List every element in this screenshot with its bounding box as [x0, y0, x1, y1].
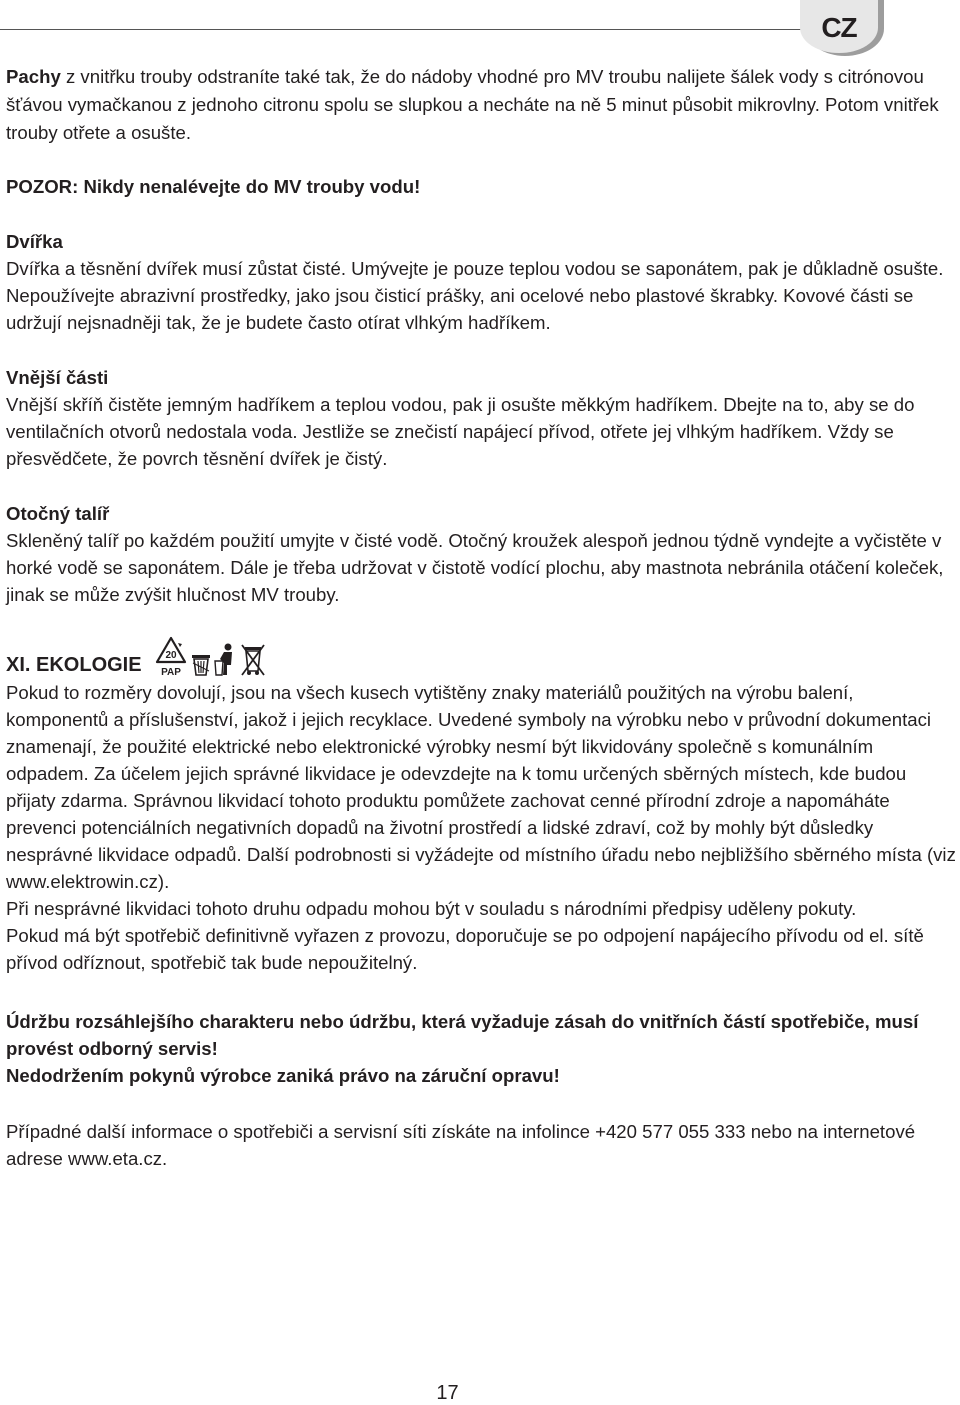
language-code: CZ — [821, 12, 857, 43]
warning-text: POZOR: Nikdy nenalévejte do MV trouby vodu! — [6, 176, 421, 197]
spacer — [6, 1089, 956, 1116]
service-warning: Údržbu rozsáhlejšího charakteru nebo údržbu, která vyžaduje zásah do vnitřních částí spotřebiče, musí provést odborný servis! — [6, 1011, 919, 1059]
waste-bin-icon — [190, 651, 212, 677]
exterior-text: Vnější skříň čistěte jemným hadříkem a teplou vodou, pak ji osušte měkkým hadříkem. Dbejte na to, aby se do ventilačních otvorů nedostala voda. Jestliže se znečistí napájecí přívod, otřete jej vlhkým hadříkem. Vždy se přesvědčete, že povrch těsnění dvířek je čistý. — [6, 394, 915, 469]
recycle-number: 20 — [165, 650, 177, 661]
exterior-section — [6, 364, 956, 472]
page-number: 17 — [436, 1382, 459, 1404]
turntable-text: Skleněný talíř po každém použití umyjte v čisté vodě. Otočný kroužek alespoň jednou týdně vyndejte a vyčistěte v horké vodě se saponátem. Dále je třeba udržovat v čistotě vodící plochu, aby mastnota nebránila otáčení koleček, jinak se může zvýšit hlučnost MV trouby. — [6, 530, 944, 605]
odor-lead: Pachy — [6, 66, 61, 87]
odor-text: z vnitřku trouby odstraníte také tak, že do nádoby vhodné pro MV troubu nalijete šálek vody s citrónovou šťávou vymačkanou z jednoho citronu spolu se slupkou a necháte na ně 5 minut působit mikrovlny. Potom vnitřek trouby otřete a osušte. — [6, 66, 939, 143]
ecology-heading: XI. EKOLOGIE — [6, 654, 142, 676]
ecology-paragraph-1: Pokud to rozměry dovolují, jsou na všech kusech vytištěny znaky materiálů použitých na výrobu balení, komponentů a příslušenství, jakož i jejich recyklace. Uvedené symboly na výrobku nebo v průvodní dokumentaci znamenají, že použité elektrické nebo elektronické výrobky nesmí být likvidovány společně s komunálním odpadem. Za účelem jejich správné likvidace je odevzdejte na k tomu určených sběrných místech, kde budou přijaty zdarma. Správnou likvidací tohoto produktu pomůžete zachovat cenné přírodní zdroje a napomáháte prevenci potenciálních negativních dopadů na životní prostředí a lidské zdraví, což by mohly být důsledky nesprávné likvidace odpadů. Další podrobnosti si vyžádejte od místního úřadu nebo nejbližšího sběrného místa (viz www.elektrowin.cz). — [6, 682, 956, 892]
header-rule — [0, 29, 812, 30]
recycle-code: PAP — [160, 667, 181, 677]
ecology-paragraph-3: Pokud má být spotřebič definitivně vyřazen z provozu, doporučuje se po odpojení napájecího přívodu od el. sítě přívod odříznout, spotřebič tak bude nepoužitelný. — [6, 925, 924, 973]
exterior-heading: Vnější části — [6, 367, 109, 388]
ecology-icons — [154, 635, 266, 677]
odor-paragraph — [6, 63, 956, 147]
spacer — [6, 976, 956, 1003]
ecology-heading-row — [6, 634, 956, 679]
person-bin-icon — [214, 643, 238, 677]
door-heading: Dvířka — [6, 231, 63, 252]
door-text: Dvířka a těsnění dvířek musí zůstat čisté. Umývejte je pouze teplou vodou se saponátem, pak je důkladně osušte. Nepoužívejte abrazivní prostředky, jako jsou čisticí prášky, ani ocelové nebo plastové škrabky. Kovové části se udržují nejsnadněji tak, že je budete často otírat vlhkým hadříkem. — [6, 258, 944, 333]
ecology-paragraph-2: Při nesprávné likvidaci tohoto druhu odpadu mohou být v souladu s národními předpisy uděleny pokuty. — [6, 898, 857, 919]
door-section — [6, 228, 956, 336]
recycle-20-pap-icon — [154, 635, 188, 677]
turntable-heading: Otočný talíř — [6, 503, 110, 524]
turntable-section — [6, 500, 956, 608]
crossed-bin-icon — [240, 643, 266, 677]
warranty-warning: Nedodržením pokynů výrobce zaniká právo na záruční opravu! — [6, 1065, 560, 1086]
contact-info: Případné další informace o spotřebiči a servisní síti získáte na infolince +420 577 055 333 nebo na internetové adrese www.eta.cz. — [6, 1121, 916, 1169]
page-content — [6, 63, 956, 1172]
